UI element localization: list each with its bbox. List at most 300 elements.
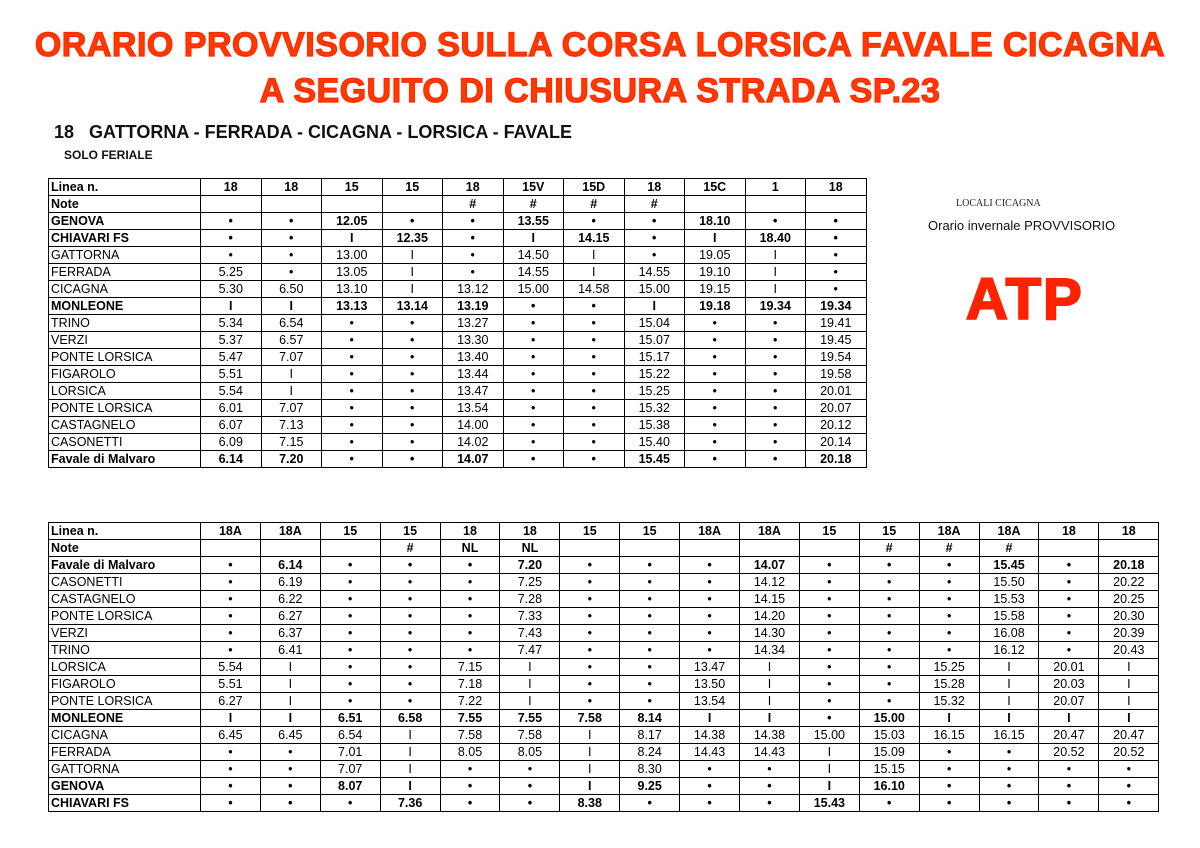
time-cell: 7.15: [261, 434, 322, 451]
time-cell: 5.51: [201, 676, 261, 693]
time-cell: 19.54: [806, 349, 867, 366]
time-cell: •: [745, 332, 806, 349]
table-row: [49, 434, 867, 451]
time-cell: I: [1099, 659, 1159, 676]
time-cell: I: [799, 778, 859, 795]
time-cell: •: [260, 778, 320, 795]
time-cell: 14.15: [740, 591, 800, 608]
table-row: [49, 744, 1159, 761]
time-cell: 20.30: [1099, 608, 1159, 625]
time-cell: 6.41: [260, 642, 320, 659]
time-cell: •: [261, 247, 322, 264]
time-cell: •: [620, 608, 680, 625]
time-cell: I: [740, 693, 800, 710]
time-cell: •: [260, 795, 320, 812]
time-cell: •: [859, 625, 919, 642]
timetable-outbound: [48, 178, 867, 468]
time-cell: 20.52: [1039, 744, 1099, 761]
time-cell: •: [503, 298, 564, 315]
time-cell: I: [1099, 676, 1159, 693]
time-cell: I: [500, 676, 560, 693]
time-cell: 15.50: [979, 574, 1039, 591]
time-cell: •: [382, 417, 443, 434]
route-title: 18 GATTORNA - FERRADA - CICAGNA - LORSICA - FAVALE: [54, 122, 572, 142]
time-cell: 18.10: [685, 213, 746, 230]
time-cell: •: [380, 574, 440, 591]
time-cell: 15: [320, 523, 380, 540]
time-cell: #: [919, 540, 979, 557]
time-cell: •: [1099, 778, 1159, 795]
time-cell: 18A: [740, 523, 800, 540]
time-cell: 20.39: [1099, 625, 1159, 642]
table-row: [49, 281, 867, 298]
time-cell: •: [320, 625, 380, 642]
table-row: [49, 417, 867, 434]
time-cell: •: [503, 400, 564, 417]
time-cell: I: [979, 693, 1039, 710]
stop-name: TRINO: [49, 642, 201, 659]
time-cell: I: [564, 264, 625, 281]
time-cell: •: [560, 557, 620, 574]
time-cell: •: [1039, 642, 1099, 659]
time-cell: I: [799, 761, 859, 778]
time-cell: •: [503, 349, 564, 366]
time-cell: •: [201, 608, 261, 625]
time-cell: 7.20: [261, 451, 322, 468]
time-cell: •: [382, 400, 443, 417]
time-cell: 14.07: [443, 451, 504, 468]
time-cell: •: [564, 400, 625, 417]
time-cell: 7.13: [261, 417, 322, 434]
time-cell: 5.34: [201, 315, 262, 332]
time-cell: 7.36: [380, 795, 440, 812]
stop-name: LORSICA: [49, 383, 201, 400]
time-cell: •: [201, 213, 262, 230]
stop-name: GATTORNA: [49, 761, 201, 778]
time-cell: •: [201, 247, 262, 264]
time-cell: •: [443, 247, 504, 264]
time-cell: 8.07: [320, 778, 380, 795]
time-cell: •: [440, 574, 500, 591]
time-cell: 19.15: [685, 281, 746, 298]
time-cell: •: [500, 795, 560, 812]
table-row: [49, 400, 867, 417]
time-cell: •: [859, 574, 919, 591]
time-cell: I: [685, 230, 746, 247]
time-cell: •: [1099, 795, 1159, 812]
time-cell: 15.15: [859, 761, 919, 778]
time-cell: I: [919, 710, 979, 727]
time-cell: •: [685, 349, 746, 366]
time-cell: I: [500, 693, 560, 710]
time-cell: •: [201, 795, 261, 812]
stop-name: PONTE LORSICA: [49, 349, 201, 366]
time-cell: •: [380, 659, 440, 676]
time-cell: 16.10: [859, 778, 919, 795]
time-cell: •: [685, 383, 746, 400]
time-cell: 15.38: [624, 417, 685, 434]
time-cell: •: [685, 400, 746, 417]
time-cell: •: [382, 332, 443, 349]
time-cell: [620, 540, 680, 557]
time-cell: I: [979, 710, 1039, 727]
time-cell: [680, 540, 740, 557]
time-cell: 7.55: [500, 710, 560, 727]
table-row: [49, 298, 867, 315]
time-cell: •: [201, 642, 261, 659]
time-cell: 14.00: [443, 417, 504, 434]
time-cell: 19.34: [745, 298, 806, 315]
time-cell: 18A: [919, 523, 979, 540]
time-cell: •: [322, 332, 383, 349]
time-cell: •: [680, 608, 740, 625]
time-cell: [201, 540, 261, 557]
time-cell: •: [322, 349, 383, 366]
time-cell: 8.24: [620, 744, 680, 761]
time-cell: •: [382, 451, 443, 468]
stop-name: CASONETTI: [49, 574, 201, 591]
time-cell: •: [799, 625, 859, 642]
time-cell: •: [500, 761, 560, 778]
time-cell: 15.00: [859, 710, 919, 727]
table-row: [49, 315, 867, 332]
stop-name: CASTAGNELO: [49, 417, 201, 434]
time-cell: •: [320, 795, 380, 812]
time-cell: 19.41: [806, 315, 867, 332]
time-cell: 6.57: [261, 332, 322, 349]
time-cell: 6.51: [320, 710, 380, 727]
time-cell: •: [919, 608, 979, 625]
time-cell: •: [564, 451, 625, 468]
time-cell: •: [620, 693, 680, 710]
time-cell: 7.01: [320, 744, 380, 761]
time-cell: 13.05: [322, 264, 383, 281]
time-cell: 15.00: [799, 727, 859, 744]
time-cell: I: [745, 247, 806, 264]
time-cell: •: [806, 230, 867, 247]
time-cell: I: [1099, 693, 1159, 710]
time-cell: •: [859, 795, 919, 812]
time-cell: •: [380, 676, 440, 693]
time-cell: 6.50: [261, 281, 322, 298]
time-cell: 19.18: [685, 298, 746, 315]
time-cell: •: [685, 434, 746, 451]
time-cell: 7.58: [440, 727, 500, 744]
time-cell: 15.28: [919, 676, 979, 693]
time-cell: I: [500, 659, 560, 676]
time-cell: •: [380, 557, 440, 574]
time-cell: •: [745, 315, 806, 332]
time-cell: 14.43: [740, 744, 800, 761]
time-cell: 13.14: [382, 298, 443, 315]
stop-name: LORSICA: [49, 659, 201, 676]
time-cell: •: [261, 230, 322, 247]
time-cell: •: [624, 230, 685, 247]
time-cell: •: [680, 778, 740, 795]
time-cell: 14.07: [740, 557, 800, 574]
time-cell: 15: [620, 523, 680, 540]
time-cell: 6.58: [380, 710, 440, 727]
time-cell: 13.13: [322, 298, 383, 315]
time-cell: •: [503, 417, 564, 434]
time-cell: •: [799, 591, 859, 608]
time-cell: 15.09: [859, 744, 919, 761]
time-cell: 7.58: [560, 710, 620, 727]
time-cell: [806, 196, 867, 213]
time-cell: 8.14: [620, 710, 680, 727]
time-cell: 5.54: [201, 383, 262, 400]
stop-name: CASTAGNELO: [49, 591, 201, 608]
time-cell: •: [260, 744, 320, 761]
time-cell: 15: [382, 179, 443, 196]
time-cell: •: [564, 332, 625, 349]
time-cell: 18A: [680, 523, 740, 540]
time-cell: •: [1039, 591, 1099, 608]
time-cell: 6.22: [260, 591, 320, 608]
time-cell: 13.10: [322, 281, 383, 298]
time-cell: •: [320, 642, 380, 659]
time-cell: 14.20: [740, 608, 800, 625]
time-cell: •: [806, 281, 867, 298]
time-cell: •: [320, 693, 380, 710]
time-cell: 6.45: [201, 727, 261, 744]
time-cell: •: [564, 315, 625, 332]
time-cell: •: [799, 693, 859, 710]
time-cell: I: [560, 761, 620, 778]
time-cell: •: [859, 557, 919, 574]
time-cell: •: [564, 366, 625, 383]
time-cell: •: [560, 693, 620, 710]
time-cell: 15D: [564, 179, 625, 196]
time-cell: 13.27: [443, 315, 504, 332]
time-cell: •: [685, 366, 746, 383]
time-cell: •: [979, 778, 1039, 795]
time-cell: 7.07: [320, 761, 380, 778]
time-cell: 13.47: [443, 383, 504, 400]
time-cell: 6.19: [260, 574, 320, 591]
time-cell: •: [440, 608, 500, 625]
time-cell: •: [799, 608, 859, 625]
time-cell: •: [745, 349, 806, 366]
time-cell: •: [320, 608, 380, 625]
time-cell: •: [201, 778, 261, 795]
time-cell: 15.40: [624, 434, 685, 451]
time-cell: 20.01: [806, 383, 867, 400]
time-cell: •: [322, 434, 383, 451]
time-cell: 13.50: [680, 676, 740, 693]
time-cell: •: [859, 693, 919, 710]
time-cell: 15: [322, 179, 383, 196]
time-cell: 18: [201, 179, 262, 196]
time-cell: •: [919, 795, 979, 812]
time-cell: 7.43: [500, 625, 560, 642]
time-cell: •: [624, 213, 685, 230]
time-cell: NL: [500, 540, 560, 557]
time-cell: #: [443, 196, 504, 213]
time-cell: 5.37: [201, 332, 262, 349]
time-cell: •: [919, 625, 979, 642]
time-cell: I: [260, 659, 320, 676]
time-cell: 18.40: [745, 230, 806, 247]
table-row: [49, 230, 867, 247]
time-cell: •: [440, 642, 500, 659]
time-cell: [799, 540, 859, 557]
time-cell: 13.19: [443, 298, 504, 315]
stop-name: FERRADA: [49, 264, 201, 281]
time-cell: •: [919, 761, 979, 778]
time-cell: 15.25: [624, 383, 685, 400]
table-row: [49, 676, 1159, 693]
time-cell: 15: [560, 523, 620, 540]
time-cell: •: [806, 264, 867, 281]
time-cell: •: [201, 744, 261, 761]
time-cell: 13.30: [443, 332, 504, 349]
time-cell: I: [380, 727, 440, 744]
time-cell: 14.50: [503, 247, 564, 264]
time-cell: 8.05: [440, 744, 500, 761]
stop-name: GENOVA: [49, 213, 201, 230]
time-cell: •: [503, 383, 564, 400]
time-cell: •: [740, 778, 800, 795]
time-cell: •: [560, 625, 620, 642]
time-cell: 6.27: [260, 608, 320, 625]
table-row: [49, 264, 867, 281]
time-cell: 20.18: [1099, 557, 1159, 574]
time-cell: •: [440, 557, 500, 574]
time-cell: •: [503, 451, 564, 468]
table-row: [49, 693, 1159, 710]
time-cell: •: [320, 591, 380, 608]
time-cell: 9.25: [620, 778, 680, 795]
time-cell: •: [799, 710, 859, 727]
time-cell: 19.45: [806, 332, 867, 349]
time-cell: •: [685, 417, 746, 434]
time-cell: I: [382, 247, 443, 264]
time-cell: •: [201, 761, 261, 778]
time-cell: •: [503, 366, 564, 383]
time-cell: I: [560, 778, 620, 795]
time-cell: •: [620, 625, 680, 642]
stop-name: GATTORNA: [49, 247, 201, 264]
table-row: [49, 591, 1159, 608]
time-cell: •: [919, 744, 979, 761]
time-cell: •: [382, 366, 443, 383]
time-cell: 18A: [979, 523, 1039, 540]
time-cell: •: [680, 642, 740, 659]
stop-name: VERZI: [49, 625, 201, 642]
time-cell: I: [380, 761, 440, 778]
time-cell: •: [745, 366, 806, 383]
time-cell: I: [740, 659, 800, 676]
time-cell: I: [1099, 710, 1159, 727]
time-cell: [1039, 540, 1099, 557]
time-cell: •: [201, 574, 261, 591]
time-cell: 12.35: [382, 230, 443, 247]
stop-name: Favale di Malvaro: [49, 557, 201, 574]
headline-line-2: A SEGUITO DI CHIUSURA STRADA SP.23: [259, 72, 941, 110]
time-cell: 7.47: [500, 642, 560, 659]
time-cell: •: [261, 213, 322, 230]
time-cell: 20.47: [1099, 727, 1159, 744]
time-cell: 5.25: [201, 264, 262, 281]
table-row: [49, 349, 867, 366]
time-cell: 14.02: [443, 434, 504, 451]
time-cell: [382, 196, 443, 213]
time-cell: 20.03: [1039, 676, 1099, 693]
time-cell: 6.37: [260, 625, 320, 642]
time-cell: 6.07: [201, 417, 262, 434]
time-cell: 15.04: [624, 315, 685, 332]
time-cell: •: [620, 795, 680, 812]
time-cell: 7.33: [500, 608, 560, 625]
time-cell: 6.54: [320, 727, 380, 744]
time-cell: •: [620, 557, 680, 574]
time-cell: •: [382, 213, 443, 230]
time-cell: •: [443, 230, 504, 247]
time-cell: 5.54: [201, 659, 261, 676]
time-cell: I: [560, 727, 620, 744]
time-cell: [745, 196, 806, 213]
time-cell: •: [560, 608, 620, 625]
time-cell: •: [320, 574, 380, 591]
time-cell: 19.10: [685, 264, 746, 281]
time-cell: 20.07: [1039, 693, 1099, 710]
time-cell: •: [503, 434, 564, 451]
time-cell: •: [1039, 557, 1099, 574]
time-cell: I: [261, 383, 322, 400]
time-cell: 8.38: [560, 795, 620, 812]
time-cell: •: [380, 591, 440, 608]
stop-name: CHIAVARI FS: [49, 795, 201, 812]
time-cell: 14.30: [740, 625, 800, 642]
time-cell: •: [560, 591, 620, 608]
time-cell: •: [564, 213, 625, 230]
time-cell: 16.08: [979, 625, 1039, 642]
time-cell: 15.45: [979, 557, 1039, 574]
time-cell: •: [680, 761, 740, 778]
time-cell: I: [382, 281, 443, 298]
time-cell: •: [1099, 761, 1159, 778]
table-row: [49, 608, 1159, 625]
time-cell: •: [680, 557, 740, 574]
time-cell: •: [443, 213, 504, 230]
time-cell: 14.15: [564, 230, 625, 247]
time-cell: •: [1039, 574, 1099, 591]
stop-name: CICAGNA: [49, 281, 201, 298]
time-cell: •: [685, 332, 746, 349]
time-cell: •: [919, 574, 979, 591]
time-cell: 12.05: [322, 213, 383, 230]
time-cell: I: [745, 281, 806, 298]
time-cell: 15: [380, 523, 440, 540]
headline-line-1: ORARIO PROVVISORIO SULLA CORSA LORSICA FAVALE CICAGNA: [34, 26, 1166, 64]
time-cell: •: [745, 400, 806, 417]
time-cell: •: [564, 349, 625, 366]
time-cell: 6.09: [201, 434, 262, 451]
time-cell: •: [443, 264, 504, 281]
time-cell: •: [1039, 761, 1099, 778]
orario-label: Orario invernale PROVVISORIO: [928, 218, 1116, 233]
time-cell: NL: [440, 540, 500, 557]
time-cell: 15.58: [979, 608, 1039, 625]
time-cell: 15.03: [859, 727, 919, 744]
time-cell: •: [680, 795, 740, 812]
time-cell: •: [859, 642, 919, 659]
table-row: [49, 196, 867, 213]
time-cell: 5.51: [201, 366, 262, 383]
table-row: [49, 761, 1159, 778]
atp-logo: ATP: [966, 267, 1084, 332]
